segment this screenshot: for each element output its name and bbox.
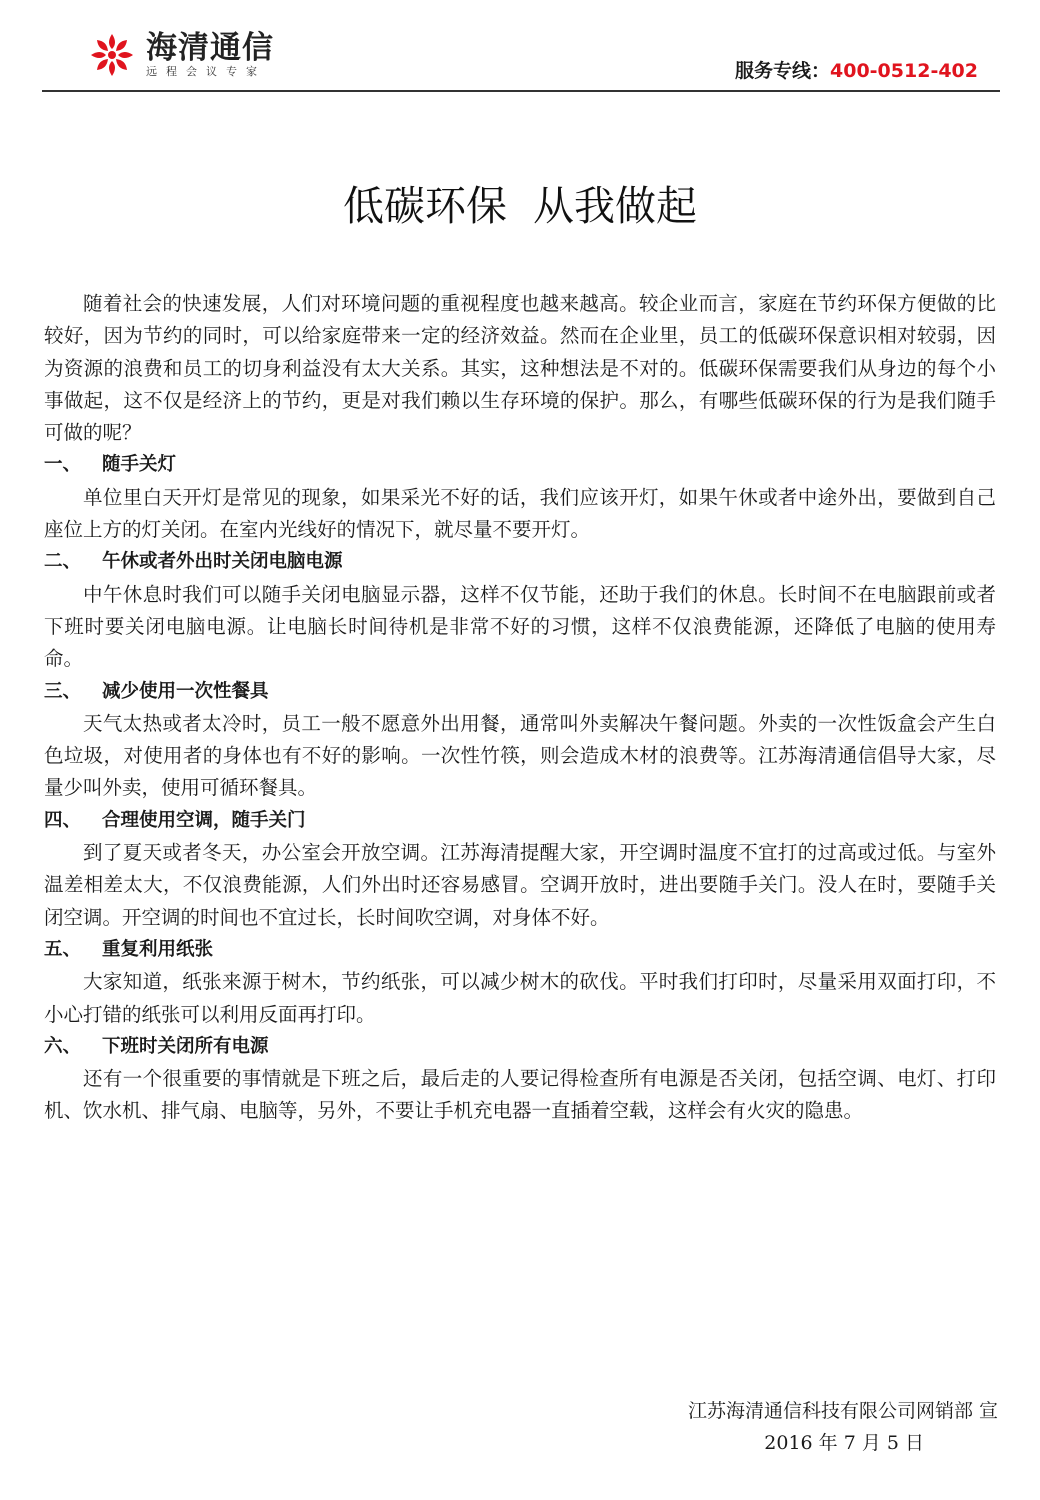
- service-hotline: [735, 59, 978, 83]
- section-title: 重复利用纸张: [102, 938, 214, 960]
- hotline-number: 400-0512-402: [830, 60, 978, 82]
- section-title: 午休或者外出时关闭电脑电源: [102, 551, 343, 573]
- red-flower-logo-icon: [88, 31, 136, 79]
- section-heading: [44, 934, 996, 966]
- document-date: 2016 年 7 月 5 日: [764, 1432, 924, 1454]
- logo-name: 海清通信: [146, 30, 274, 66]
- company-logo: [88, 22, 274, 88]
- hotline-label: 服务专线：: [735, 60, 831, 82]
- section-paragraph: 天气太热或者太冷时，员工一般不愿意外出用餐，通常叫外卖解决午餐问题。外卖的一次性饭盒会产生白色垃圾，对使用者的身体也有不好的影响。一次性竹筷，则会造成木材的浪费等。江苏海清通信倡导大家，尽量少叫外卖，使用可循环餐具。: [44, 711, 996, 800]
- section-title: 减少使用一次性餐具: [102, 680, 269, 702]
- document-body: [44, 288, 996, 1128]
- section-number: 一、: [44, 454, 82, 476]
- page-header: [42, 22, 1000, 94]
- logo-slogan: 远程会议专家: [146, 65, 266, 78]
- signature-block: [688, 1395, 998, 1459]
- section-number: 六、: [44, 1035, 82, 1057]
- section-heading: [44, 449, 996, 481]
- section-heading: [44, 1031, 996, 1063]
- section-number: 五、: [44, 938, 82, 960]
- section-paragraph: 单位里白天开灯是常见的现象，如果采光不好的话，我们应该开灯，如果午休或者中途外出，要做到自己座位上方的灯关闭。在室内光线好的情况下，就尽量不要开灯。: [44, 485, 996, 542]
- section-paragraph: 中午休息时我们可以随手关闭电脑显示器，这样不仅节能，还助于我们的休息。长时间不在电脑跟前或者下班时要关闭电脑电源。让电脑长时间待机是非常不好的习惯，这样不仅浪费能源，还降低了电脑的使用寿命。: [44, 582, 996, 671]
- section-number: 三、: [44, 680, 82, 702]
- signature-line: 江苏海清通信科技有限公司网销部 宣: [687, 1400, 998, 1422]
- section-title: 合理使用空调，随手关门: [102, 809, 306, 831]
- section-heading: [44, 805, 996, 837]
- section-paragraph: 大家知道，纸张来源于树木，节约纸张，可以减少树木的砍伐。平时我们打印时，尽量采用双面打印，不小心打错的纸张可以利用反面再打印。: [44, 970, 996, 1026]
- document-title: 低碳环保 从我做起: [342, 182, 698, 230]
- header-divider: [42, 90, 1000, 92]
- section-heading: [44, 546, 996, 578]
- section-number: 四、: [44, 809, 82, 831]
- section-title: 下班时关闭所有电源: [102, 1035, 269, 1057]
- intro-paragraph: 随着社会的快速发展，人们对环境问题的重视程度也越来越高。较企业而言，家庭在节约环保方便做的比较好，因为节约的同时，可以给家庭带来一定的经济效益。然而在企业里，员工的低碳环保意识相对较弱，因为资源的浪费和员工的切身利益没有太大关系。其实，这种想法是不对的。低碳环保需要我们从身边的每个小事做起，这不仅是经济上的节约，更是对我们赖以生存环境的保护。那么，有哪些低碳环保的行为是我们随手可做的呢？: [44, 292, 996, 445]
- logo-text: [146, 31, 274, 79]
- section-paragraph: 还有一个很重要的事情就是下班之后，最后走的人要记得检查所有电源是否关闭，包括空调、电灯、打印机、饮水机、排气扇、电脑等，另外，不要让手机充电器一直插着空载，这样会有火灾的隐患。: [44, 1067, 996, 1123]
- section-number: 二、: [44, 551, 82, 573]
- section-paragraph: 到了夏天或者冬天，办公室会开放空调。江苏海清提醒大家，开空调时温度不宜打的过高或过低。与室外温差相差太大，不仅浪费能源，人们外出时还容易感冒。空调开放时，进出要随手关门。没人在时，要随手关闭空调。开空调的时间也不宜过长，长时间吹空调，对身体不好。: [44, 841, 996, 929]
- section-title: 随手关灯: [102, 454, 177, 476]
- section-heading: [44, 676, 996, 708]
